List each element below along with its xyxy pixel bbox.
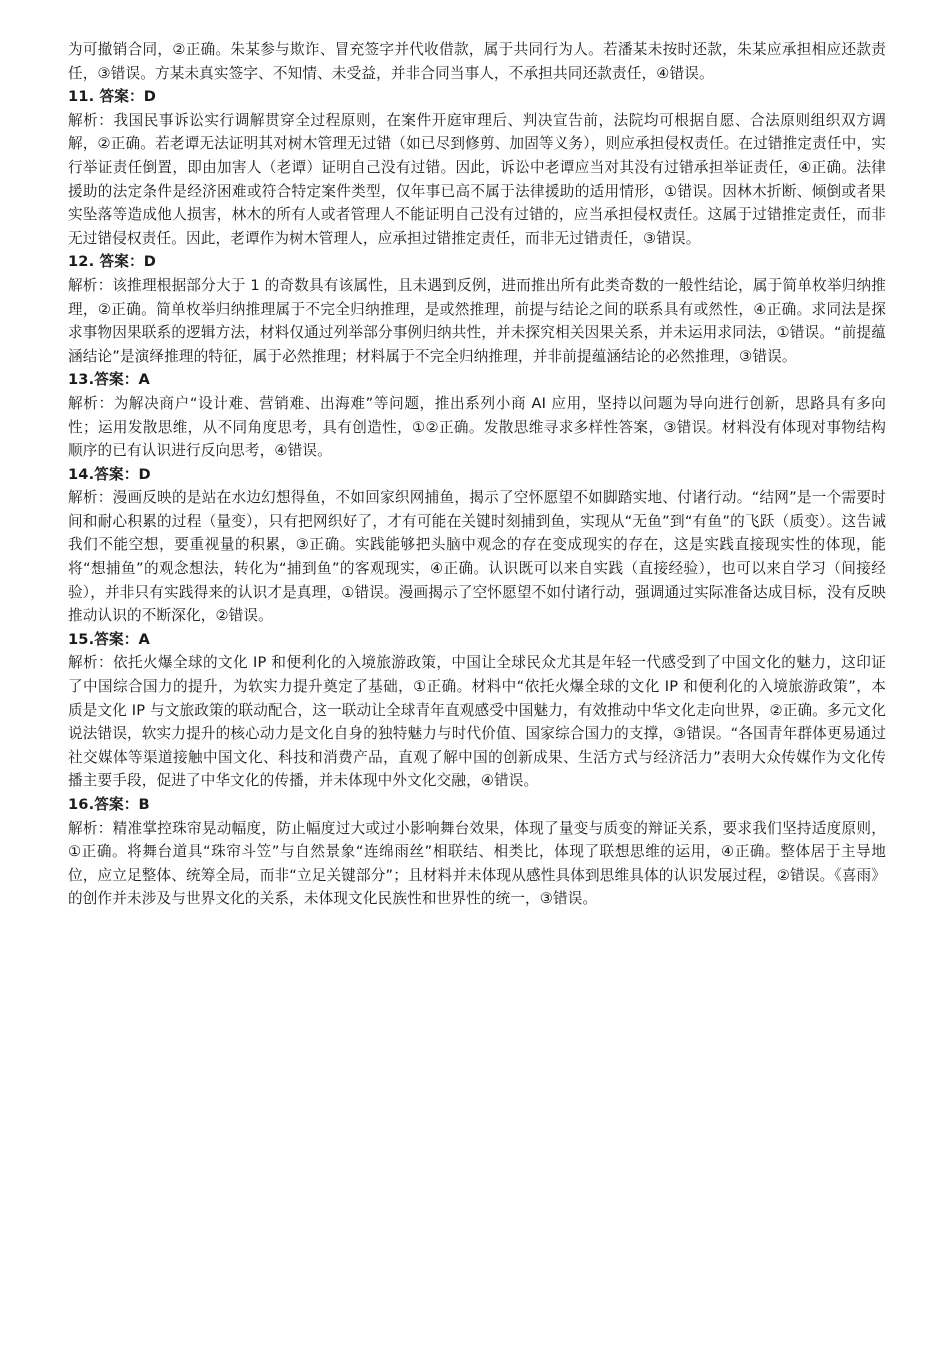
answer-heading: 12. 答案：D	[68, 253, 157, 271]
answer-heading: 15.答案：A	[68, 630, 150, 648]
answer-item-11	[68, 85, 886, 250]
analysis-text: 解析：依托火爆全球的文化 IP 和便利化的入境旅游政策，中国让全球民众尤其是年轻一代感受到了中国文化的魅力，这印证了中国综合国力的提升，为软实力提升奠定了基础，①正确。材料中“依托火爆全球的文化 IP 和便利化的入境旅游政策”，本质是文化 IP 与文旅政策的联动配合，这一联动让全球青年直观感受中国魅力，有效推动中华文化走向世界，②正确。多元文化说法错误，软实力提升的核心动力是文化自身的独特魅力与时代价值、国家综合国力的支撑，③错误。“各国青年群体更易通过社交媒体等渠道接触中国文化、科技和消费产品，直观了解中国的创新成果、生活方式与经济活力”表明大众传媒作为文化传播主要手段，促进了中华文化的传播，并未体现中外文化交融，④错误。	[68, 654, 886, 790]
answer-item-15	[68, 628, 886, 793]
answer-document	[68, 38, 886, 911]
analysis-text: 解析：该推理根据部分大于 1 的奇数具有该属性，且未遇到反例，进而推出所有此类奇数的一般性结论，属于简单枚举归纳推理，②正确。简单枚举归纳推理属于不完全归纳推理，是或然推理，前提与结论之间的联系具有或然性，④正确。求同法是探求事物因果联系的逻辑方法，材料仅通过列举部分事例归纳共性，并未探究相关因果关系，并未运用求同法，①错误。“前提蕴涵结论”是演绎推理的特征，属于必然推理；材料属于不完全归纳推理，并非前提蕴涵结论的必然推理，③错误。	[68, 276, 886, 365]
intro-paragraph: 为可撤销合同，②正确。朱某参与欺诈、冒充签字并代收借款，属于共同行为人。若潘某未按时还款，朱某应承担相应还款责任，③错误。方某未真实签字、不知情、未受益，并非合同当事人，不承担共同还款责任，④错误。	[68, 41, 886, 82]
answer-heading: 14.答案：D	[68, 465, 151, 483]
answer-heading: 13.答案：A	[68, 371, 150, 389]
analysis-text: 解析：漫画反映的是站在水边幻想得鱼，不如回家织网捕鱼，揭示了空怀愿望不如脚踏实地、付诸行动。“结网”是一个需要时间和耐心积累的过程（量变），只有把网织好了，才有可能在关键时刻捕到鱼，实现从“无鱼”到“有鱼”的飞跃（质变）。这告诫我们不能空想，要重视量的积累，③正确。实践能够把头脑中观念的存在变成现实的存在，这是实践直接现实性的体现，能将“想捕鱼”的观念想法，转化为“捕到鱼”的客观现实，④正确。认识既可以来自实践（直接经验），也可以来自学习（间接经验），并非只有实践得来的认识才是真理，①错误。漫画揭示了空怀愿望不如付诸行动，强调通过实际准备达成目标，没有反映推动认识的不断深化，②错误。	[68, 489, 886, 625]
analysis-text: 解析：为解决商户“设计难、营销难、出海难”等问题，推出系列小商 AI 应用，坚持以问题为导向进行创新，思路具有多向性；运用发散思维，从不同角度思考，具有创造性，①②正确。发散思维寻求多样性答案，③错误。材料没有体现对事物结构顺序的已有认识进行反向思考，④错误。	[68, 394, 886, 460]
answer-heading: 16.答案：B	[68, 796, 150, 813]
answer-heading: 11. 答案：D	[68, 88, 157, 106]
answer-item-12	[68, 250, 886, 368]
answer-item-13	[68, 368, 886, 462]
answer-item-14	[68, 463, 886, 628]
analysis-text: 解析：精准掌控珠帘晃动幅度，防止幅度过大或过小影响舞台效果，体现了量变与质变的辩证关系，要求我们坚持适度原则，①正确。将舞台道具“珠帘斗笠”与自然景象“连绵雨丝”相联结、相类比，体现了联想思维的运用，④正确。整体居于主导地位，应立足整体、统筹全局，而非“立足关键部分”；且材料并未体现从感性具体到思维具体的认识发展过程，②错误。《喜雨》的创作并未涉及与世界文化的关系，未体现文化民族性和世界性的统一，③错误。	[68, 819, 886, 908]
answer-item-16	[68, 793, 886, 911]
analysis-text: 解析：我国民事诉讼实行调解贯穿全过程原则，在案件开庭审理后、判决宣告前，法院均可根据自愿、合法原则组织双方调解，②正确。若老谭无法证明其对树木管理无过错（如已尽到修剪、加固等义务），则应承担侵权责任。在过错推定责任中，实行举证责任倒置，即由加害人（老谭）证明自己没有过错。因此，诉讼中老谭应当对其没有过错承担举证责任，④正确。法律援助的法定条件是经济困难或符合特定案件类型，仅年事已高不属于法律援助的适用情形，①错误。因林木折断、倾倒或者果实坠落等造成他人损害，林木的所有人或者管理人不能证明自己没有过错的，应当承担侵权责任。这属于过错推定责任，而非无过错侵权责任。因此，老谭作为树木管理人，应承担过错推定责任，而非无过错责任，③错误。	[68, 111, 886, 247]
